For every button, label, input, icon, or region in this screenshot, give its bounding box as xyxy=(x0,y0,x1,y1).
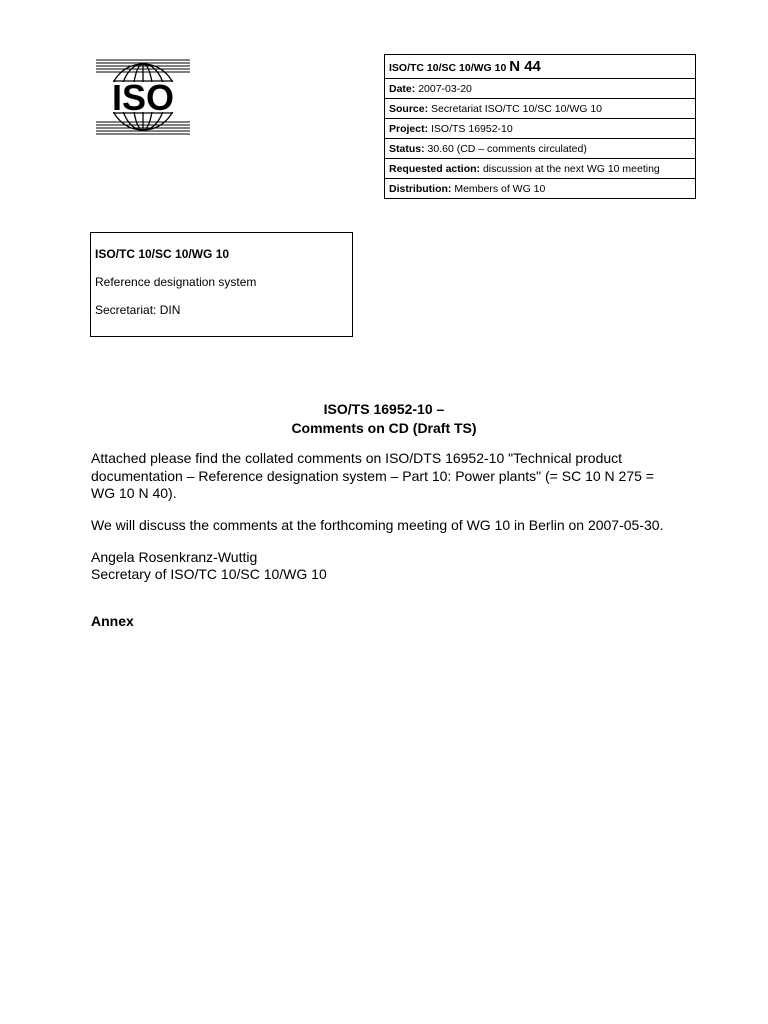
iso-logo xyxy=(95,56,191,138)
info-row-distribution xyxy=(385,179,696,199)
status-value: 30.60 (CD – comments circulated) xyxy=(427,142,587,155)
requested-action-label: Requested action: xyxy=(389,162,481,175)
source-value: Secretariat ISO/TC 10/SC 10/WG 10 xyxy=(431,102,602,115)
signature-title: Secretary of ISO/TC 10/SC 10/WG 10 xyxy=(91,566,327,582)
working-group-title: ISO/TC 10/SC 10/WG 10 xyxy=(95,247,230,261)
document-info-table xyxy=(384,54,696,199)
reference-prefix: ISO/TC 10/SC 10/WG 10 xyxy=(389,62,507,74)
body-paragraph-1: Attached please find the collated comments on ISO/DTS 16952-10 "Technical product documentation – Reference designation system – Part 10: Power plants" (= SC 10 N 275 = WG 10 N 40). xyxy=(91,450,654,501)
info-row-requested-action xyxy=(385,159,696,179)
date-label: Date: xyxy=(389,82,416,95)
distribution-value: Members of WG 10 xyxy=(454,182,546,195)
document-title-line1: ISO/TS 16952-10 – xyxy=(323,401,445,417)
status-label: Status: xyxy=(389,142,425,155)
iso-logo-text: ISO xyxy=(111,77,175,118)
working-group-subject: Reference designation system xyxy=(95,275,257,289)
reference-cell xyxy=(385,55,696,79)
info-row-date xyxy=(385,79,696,99)
distribution-label: Distribution: xyxy=(389,182,452,195)
info-row-project xyxy=(385,119,696,139)
source-label: Source: xyxy=(389,102,429,115)
document-title xyxy=(90,400,678,438)
reference-number: N 44 xyxy=(509,58,541,75)
document-title-line2: Comments on CD (Draft TS) xyxy=(291,420,477,436)
info-row-status xyxy=(385,139,696,159)
working-group-box xyxy=(90,232,353,337)
requested-action-value: discussion at the next WG 10 meeting xyxy=(482,162,660,175)
project-value: ISO/TS 16952-10 xyxy=(431,122,513,135)
info-row-source xyxy=(385,99,696,119)
signature-name: Angela Rosenkranz-Wuttig xyxy=(91,549,258,565)
annex-heading: Annex xyxy=(91,613,134,629)
project-label: Project: xyxy=(389,122,429,135)
body-paragraph-2: We will discuss the comments at the forthcoming meeting of WG 10 in Berlin on 2007-05-30. xyxy=(91,517,664,533)
date-value: 2007-03-20 xyxy=(418,82,472,95)
working-group-secretariat: Secretariat: DIN xyxy=(95,303,181,317)
reference-row xyxy=(385,55,696,79)
